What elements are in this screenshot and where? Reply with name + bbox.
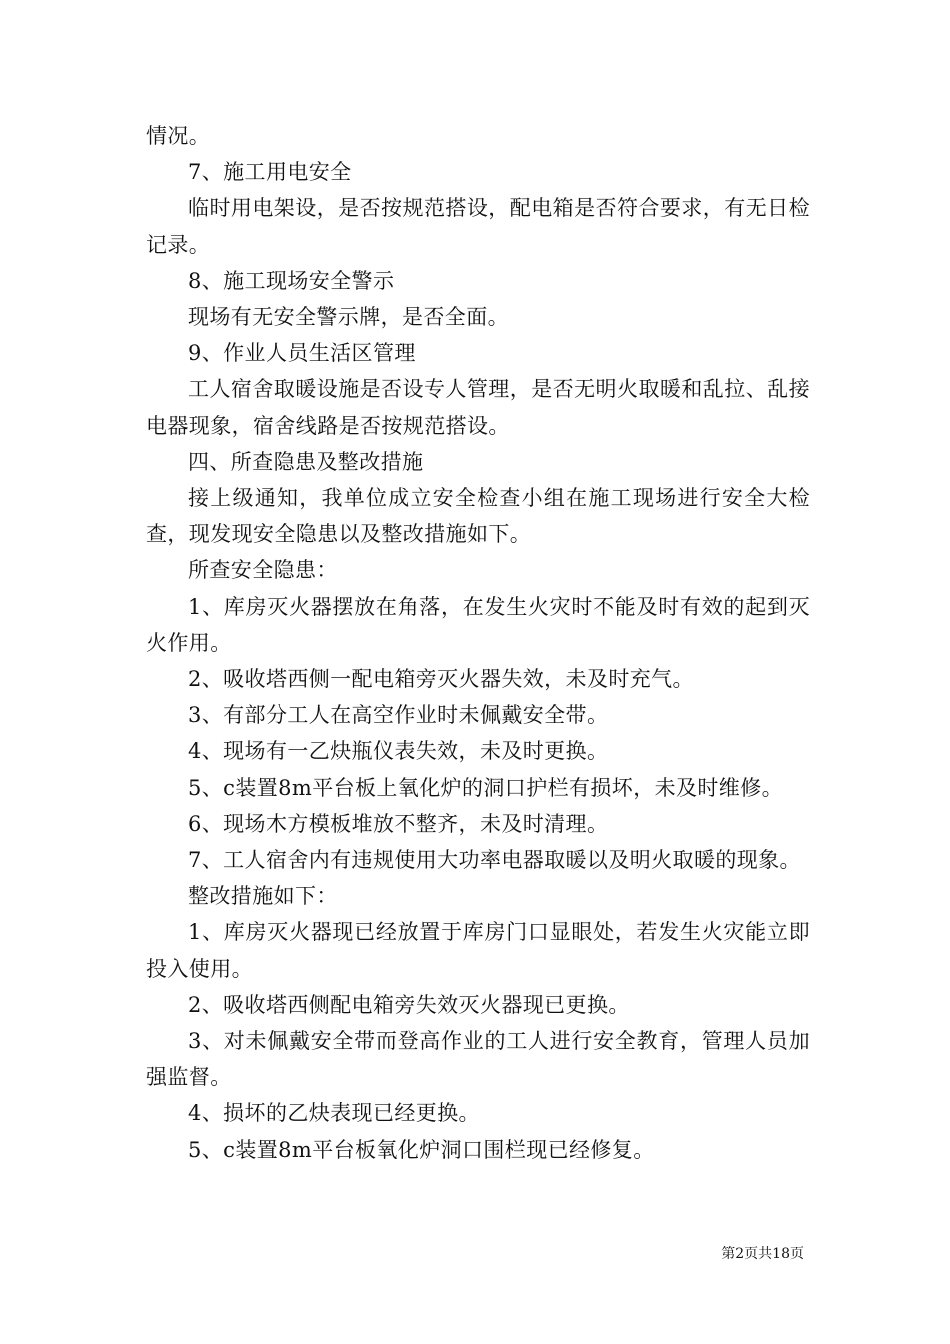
- section-heading: 四、所查隐患及整改措施: [188, 449, 424, 474]
- list-item: 5、c装置8m平台板上氧化炉的洞口护栏有损坏，未及时维修。: [188, 775, 783, 800]
- list-item: 1、库房灭火器现已经放置于库房门口显眼处，若发生火灾能立即投入使用。: [146, 920, 810, 981]
- paragraph: 情况。: [146, 124, 211, 148]
- paragraph: 接上级通知，我单位成立安全检查小组在施工现场进行安全大检查，现发现安全隐患以及整改措施如下。: [146, 486, 810, 547]
- paragraph: 工人宿舍取暖设施是否设专人管理，是否无明火取暖和乱拉、乱接电器现象，宿舍线路是否按规范搭设。: [146, 377, 810, 438]
- list-item: 1、库房灭火器摆放在角落，在发生火灾时不能及时有效的起到灭火作用。: [146, 594, 810, 655]
- list-heading: 整改措施如下：: [188, 884, 338, 909]
- paragraph: 现场有无安全警示牌，是否全面。: [188, 305, 509, 330]
- page-number: 第2页共18页: [721, 1246, 804, 1262]
- list-heading: 所查安全隐患：: [188, 558, 338, 583]
- list-item: 5、c装置8m平台板氧化炉洞口围栏现已经修复。: [188, 1137, 655, 1162]
- section-heading: 7、施工用电安全: [188, 160, 352, 185]
- list-item: 4、现场有一乙炔瓶仪表失效，未及时更换。: [188, 739, 609, 764]
- list-item: 6、现场木方模板堆放不整齐，未及时清理。: [188, 811, 609, 836]
- list-item: 3、对未佩戴安全带而登高作业的工人进行安全教育，管理人员加强监督。: [146, 1029, 810, 1090]
- list-item: 2、吸收塔西侧一配电箱旁灭火器失效，未及时充气。: [188, 667, 694, 692]
- section-heading: 9、作业人员生活区管理: [188, 341, 416, 366]
- list-item: 2、吸收塔西侧配电箱旁失效灭火器现已更换。: [188, 992, 630, 1017]
- document-body: [146, 118, 810, 1168]
- section-heading: 8、施工现场安全警示: [188, 268, 395, 293]
- list-item: 3、有部分工人在高空作业时未佩戴安全带。: [188, 703, 609, 728]
- list-item: 7、工人宿舍内有违规使用大功率电器取暖以及明火取暖的现象。: [188, 848, 801, 873]
- list-item: 4、损坏的乙炔表现已经更换。: [188, 1101, 480, 1126]
- paragraph: 临时用电架设，是否按规范搭设，配电箱是否符合要求，有无日检记录。: [146, 196, 810, 257]
